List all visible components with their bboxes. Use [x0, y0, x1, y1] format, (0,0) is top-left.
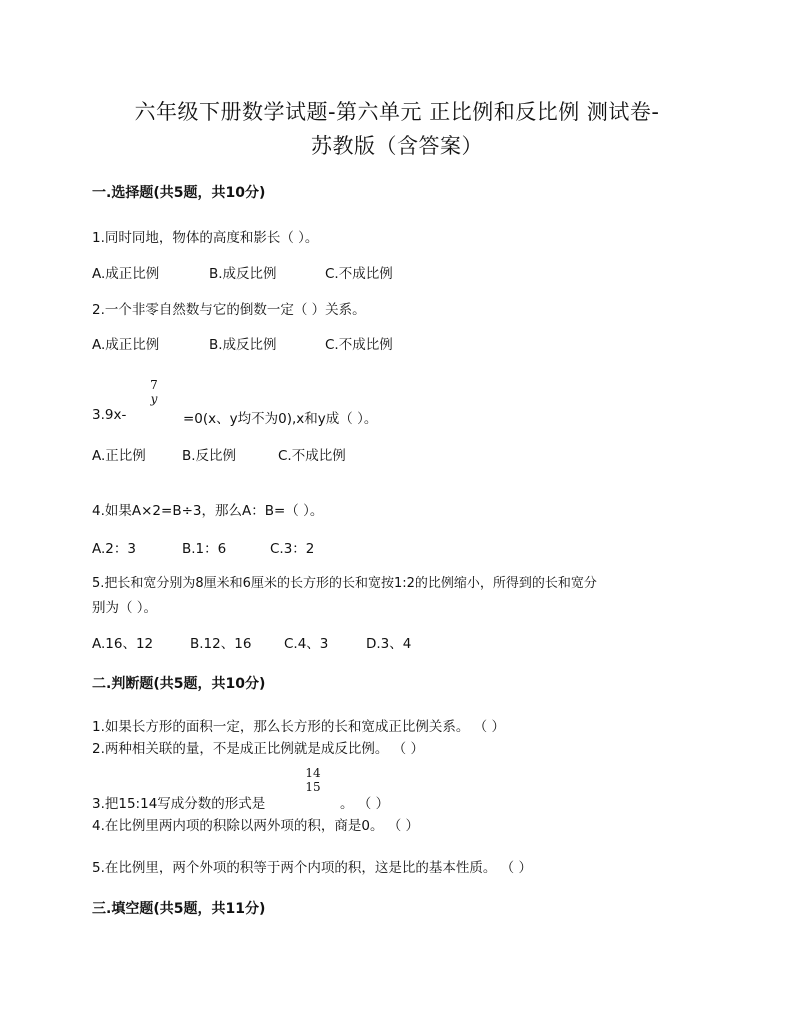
- fraction-14-over-15: [302, 766, 324, 794]
- option-b: B.1：6: [182, 541, 227, 557]
- section-heading-judgement: 二.判断题(共5题，共10分): [92, 676, 266, 692]
- option-c: C.3：2: [270, 541, 315, 557]
- document-title-line2: 苏教版（含答案）: [311, 134, 483, 158]
- judge-4: 4.在比例里两内项的积除以两外项的积，商是0。 （ ）: [92, 818, 420, 834]
- question-1-4: 4.如果A×2=B÷3，那么A：B=（ ）。: [92, 503, 324, 519]
- fraction-denominator: 15: [305, 780, 321, 794]
- fraction-denominator: y: [150, 392, 158, 406]
- question-1-5-line2: 别为（ ）。: [92, 600, 158, 616]
- judge-2: 2.两种相关联的量，不是成正比例就是成反比例。 （ ）: [92, 741, 424, 757]
- fraction-7-over-y: [147, 378, 161, 406]
- judge-5: 5.在比例里，两个外项的积等于两个内项的积，这是比的基本性质。 （ ）: [92, 860, 532, 876]
- option-d: D.3、4: [366, 636, 412, 652]
- option-a: A.16、12: [92, 636, 154, 652]
- fraction-numerator: 14: [305, 766, 321, 780]
- option-a: A.成正比例: [92, 337, 160, 353]
- section-heading-fill-blank: 三.填空题(共5题，共11分): [92, 901, 266, 917]
- option-b: B.成反比例: [209, 266, 277, 282]
- option-b: B.12、16: [190, 636, 252, 652]
- option-a: A.成正比例: [92, 266, 160, 282]
- section-heading-choice: 一.选择题(共5题，共10分): [92, 185, 266, 201]
- document-title-line1: 六年级下册数学试题-第六单元 正比例和反比例 测试卷-: [134, 100, 660, 124]
- question-1-2: 2.一个非零自然数与它的倒数一定（ ）关系。: [92, 302, 366, 318]
- judge-1: 1.如果长方形的面积一定，那么长方形的长和宽成正比例关系。 （ ）: [92, 719, 505, 735]
- judge-3-suffix: 。 （ ）: [340, 796, 390, 812]
- fraction-numerator: 7: [150, 378, 158, 392]
- option-a: A.2：3: [92, 541, 136, 557]
- option-a: A.正比例: [92, 448, 146, 464]
- question-1-5-line1: 5.把长和宽分别为8厘米和6厘米的长方形的长和宽按1:2的比例缩小，所得到的长和宽分: [92, 576, 597, 591]
- option-b: B.反比例: [182, 448, 237, 464]
- option-c: C.4、3: [284, 636, 329, 652]
- question-1-3-suffix: =0(x、y均不为0),x和y成（ ）。: [183, 411, 378, 427]
- option-c: C.不成比例: [325, 266, 393, 282]
- judge-3-prefix: 3.把15:14写成分数的形式是: [92, 796, 266, 812]
- question-1-1: 1.同时同地，物体的高度和影长（ ）。: [92, 230, 319, 246]
- option-c: C.不成比例: [278, 448, 346, 464]
- option-c: C.不成比例: [325, 337, 393, 353]
- option-b: B.成反比例: [209, 337, 277, 353]
- question-1-3-prefix: 3.9x-: [92, 407, 127, 423]
